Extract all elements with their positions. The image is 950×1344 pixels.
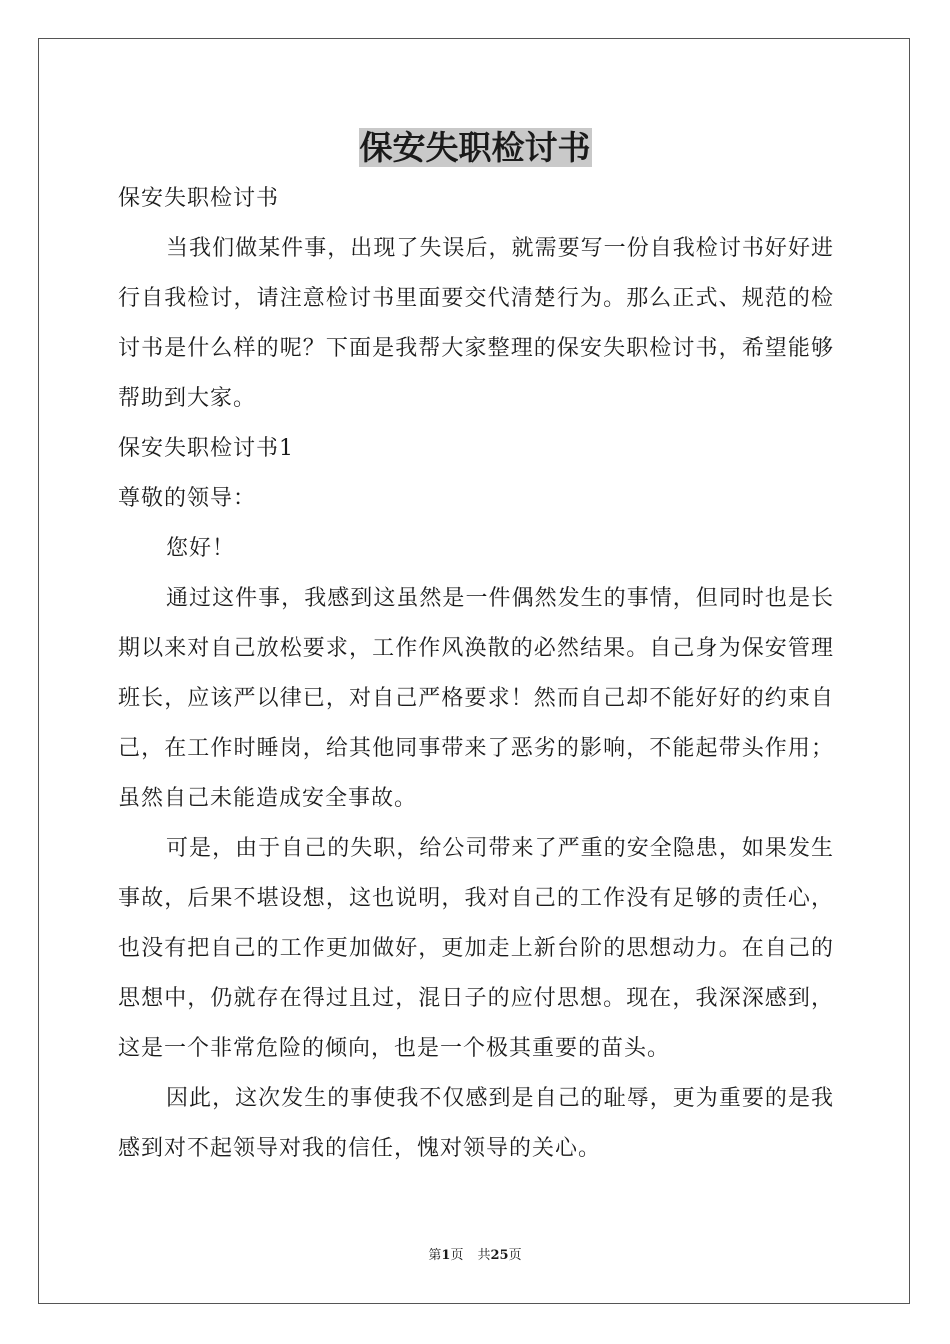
salutation: 尊敬的领导： <box>118 486 257 511</box>
section-heading: 保安失职检讨书1 <box>118 436 294 461</box>
document-body <box>118 174 834 1174</box>
paragraph-body-1: 通过这件事，我感到这虽然是一件偶然发生的事情，但同时也是长期以来对自己放松要求，工作作风涣散的必然结果。自己身为保安管理班长，应该严以律已，对自己严格要求！然而自己却不能好好的约束自己，在工作时睡岗，给其他同事带来了恶劣的影响，不能起带头作用；虽然自己未能造成安全事故。 <box>118 586 834 811</box>
total-suffix: 页 <box>508 1248 522 1263</box>
document-title <box>0 126 950 170</box>
paragraph-body-2: 可是，由于自己的失职，给公司带来了严重的安全隐患，如果发生事故，后果不堪设想，这也说明，我对自己的工作没有足够的责任心，也没有把自己的工作更加做好，更加走上新台阶的思想动力。在自己的思想中，仍就存在得过且过，混日子的应付思想。现在，我深深感到，这是一个非常危险的倾向，也是一个极其重要的苗头。 <box>118 836 834 1061</box>
page-footer <box>0 1246 950 1266</box>
total-prefix: 共 <box>477 1248 491 1263</box>
page-number: 1 <box>441 1248 451 1263</box>
total-pages: 25 <box>490 1248 509 1263</box>
paragraph-body-3: 因此，这次发生的事使我不仅感到是自己的耻辱，更为重要的是我感到对不起领导对我的信任，愧对领导的关心。 <box>118 1086 834 1161</box>
paragraph-subtitle: 保安失职检讨书 <box>118 186 280 211</box>
document-title-text: 保安失职检讨书 <box>359 128 591 167</box>
page-suffix: 页 <box>450 1248 464 1263</box>
paragraph-intro: 当我们做某件事，出现了失误后，就需要写一份自我检讨书好好进行自我检讨，请注意检讨书里面要交代清楚行为。那么正式、规范的检讨书是什么样的呢？下面是我帮大家整理的保安失职检讨书，希望能够帮助到大家。 <box>118 236 834 411</box>
greeting: 您好！ <box>166 536 236 561</box>
page-prefix: 第 <box>428 1248 442 1263</box>
